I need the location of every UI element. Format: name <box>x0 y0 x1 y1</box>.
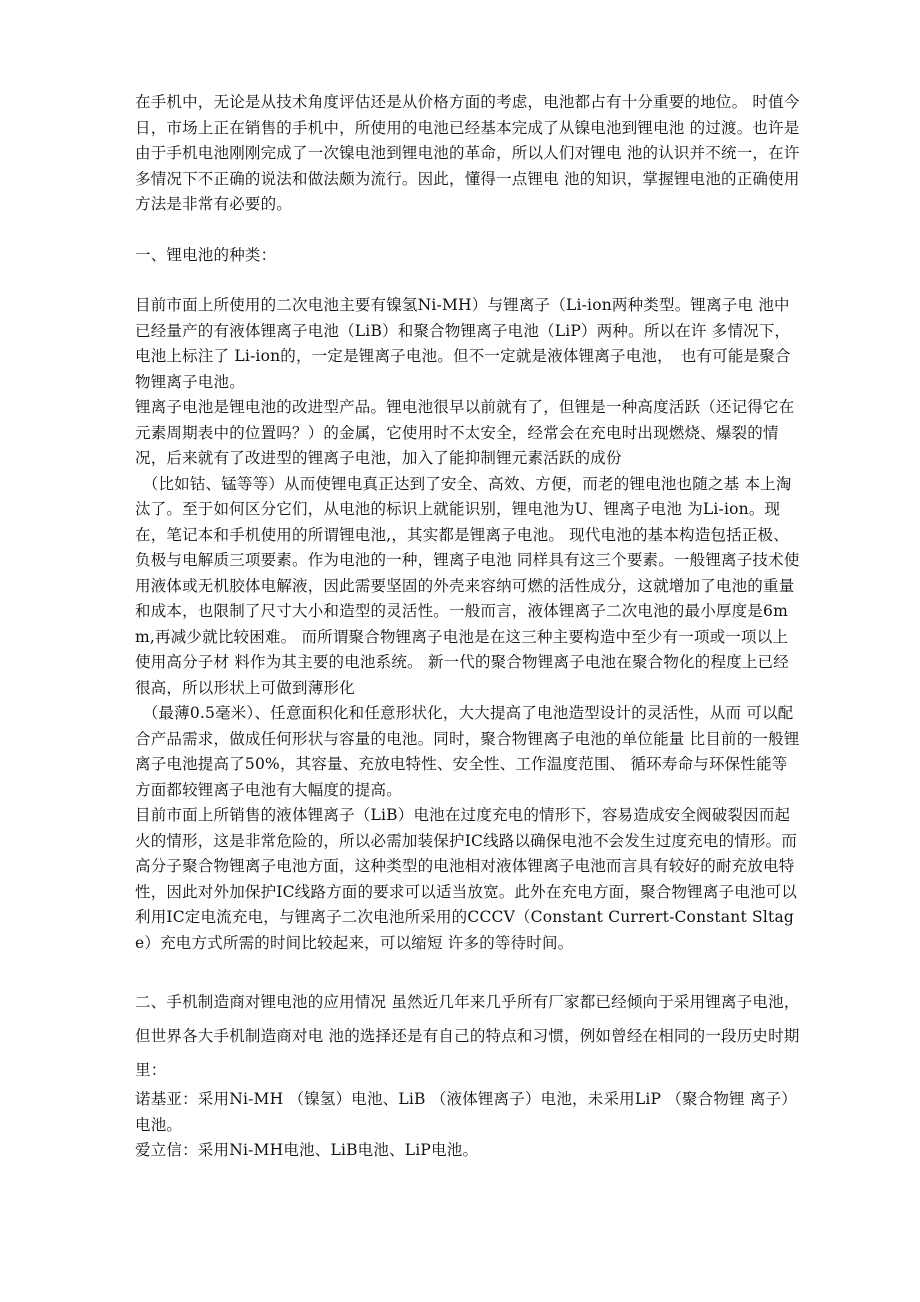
paragraph-gap <box>135 268 803 293</box>
paragraph-gap <box>135 218 803 243</box>
battery-structure-paragraph: （比如钴、锰等等）从而使锂电真正达到了安全、高效、方便，而老的锂电池也随之基 本上淘汰了。至于如何区分它们，从电池的标识上就能识别，锂电池为U、锂离子电池 为Li-ion。现在，笔记本和手机使用的所谓锂电池,，其实都是锂离子电池。 现代电池的基本构造包括正极、负极与电解质三项要素。作为电池的一种，锂离子电池 同样具有这三个要素。一般锂离子技术使用液体或无机胶体电解液，因此需要坚固的外壳来容纳可燃的活性成分，这就增加了电池的重量和成本，也限制了尺寸大小和造型的灵活性。一般而言，液体锂离子二次电池的最小厚度是6mm,再减少就比较困难。 而所谓聚合物锂离子电池是在这三种主要构造中至少有一项或一项以上使用高分子材 料作为其主要的电池系统。 新一代的聚合物锂离子电池在聚合物化的程度上已经很高，所以形状上可做到薄形化 <box>135 474 800 697</box>
lithium-ion-history-paragraph: 锂离子电池是锂电池的改进型产品。锂电池很早以前就有了，但锂是一种高度活跃（还记得它在元素周期表中的位置吗？）的金属，它使用时不太安全，经常会在充电时出现燃烧、爆裂的情况，后来就有了改进型的锂离子电池，加入了能抑制锂元素活跃的成份 <box>135 398 795 467</box>
paragraph-gap <box>135 956 803 981</box>
intro-paragraph: 在手机中，无论是从技术角度评估还是从价格方面的考虑，电池都占有十分重要的地位。 时值今日，市场上正在销售的手机中，所使用的电池已经基本完成了从镍电池到锂电池 的过渡。也许是由于手机电池刚刚完成了一次镍电池到锂电池的革命，所以人们对锂电 池的认识并不统一，在许多情况下不正确的说法和做法颇为流行。因此，懂得一点锂电 池的知识，掌握锂电池的正确使用方法是非常有必要的。 <box>135 93 800 213</box>
charging-safety-paragraph: 目前市面上所销售的液体锂离子（LiB）电池在过度充电的情形下，容易造成安全阀破裂因而起火的情形，这是非常危险的，所以必需加装保护IC线路以确保电池不会发生过度充电的情形。而高分子聚合物锂离子电池方面，这种类型的电池相对液体锂离子电池而言具有较好的耐充放电特性，因此对外加保护IC线路方面的要求可以适当放宽。此外在充电方面，聚合物锂离子电池可以利用IC定电流充电，与锂离子二次电池所采用的CCCV（Constant Currert-Constant Sltage）充电方式所需的时间比较起来，可以缩短 许多的等待时间。 <box>135 806 798 952</box>
ericsson-paragraph: 爱立信：采用Ni-MH电池、LiB电池、LiP电池。 <box>135 1141 479 1159</box>
battery-types-paragraph: 目前市面上所使用的二次电池主要有镍氢Ni-MH）与锂离子（Li-ion两种类型。锂离子电 池中已经量产的有液体锂离子电池（LiB）和聚合物锂离子电池（LiP）两种。所以在许 多情况下，电池上标注了 Li-ion的，一定是锂离子电池。但不一定就是液体锂离子电池， 也有可能是聚合物锂离子电池。 <box>135 296 791 391</box>
polymer-battery-paragraph: （最薄0.5毫米）、任意面积化和任意形状化，大大提高了电池造型设计的灵活性，从而 可以配合产品需求，做成任何形状与容量的电池。同时，聚合物锂离子电池的单位能量 比目前的一般锂离子电池提高了50%，其容量、充放电特性、安全性、工作温度范围、 循环寿命与环保性能等方面都较锂离子电池有大幅度的提高。 <box>135 704 800 799</box>
nokia-paragraph: 诺基亚：采用Ni-MH （镍氢）电池、LiB （液体锂离子）电池，未采用LiP （聚合物锂 离子）电池。 <box>135 1090 797 1134</box>
document-body <box>135 90 803 1164</box>
section-1-heading: 一、锂电池的种类： <box>135 245 277 264</box>
section-2-paragraph: 二、手机制造商对锂电池的应用情况 虽然近几年来几乎所有厂家都已经倾向于采用锂离子电池，但世界各大手机制造商对电 池的选择还是有自己的特点和习惯，例如曾经在相同的一段历史时期里： <box>135 993 800 1079</box>
